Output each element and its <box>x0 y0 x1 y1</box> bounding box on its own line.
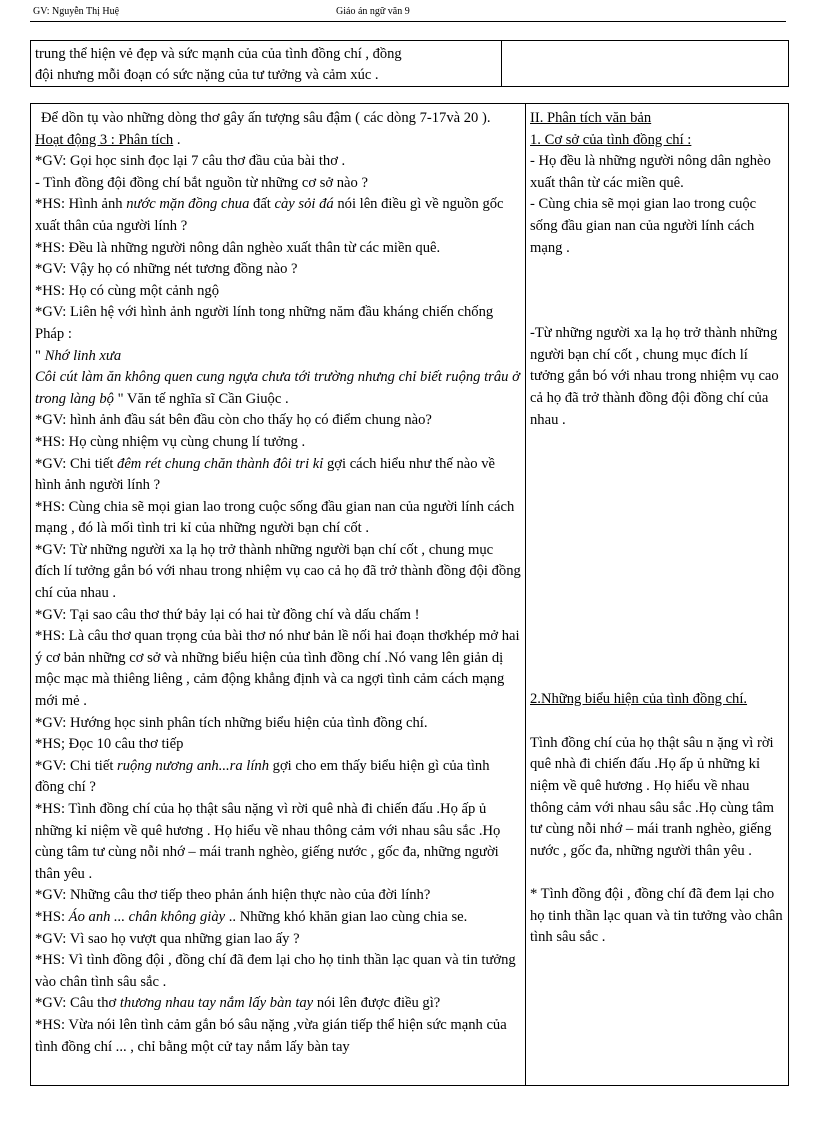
gv-question <box>35 454 521 497</box>
text-run: nói lên điều gì về nguồn gốc xuất thân của người lính ? <box>35 196 504 234</box>
quote-run: Áo anh ... chân không giày <box>68 908 226 925</box>
note-item: Tình đồng chí của họ thật sâu n ặng vì rời quê nhà đi chiến đấu .Họ ấp ủ những kỉ niệm về quê hương . Họ hiểu về nhau thông cảm với nhau sâu sắc .Họ cùng tâm tư cùng nỗi nhớ – mái tranh nghèo, giếng nước , gốc đa, những người thân yêu . <box>530 734 774 859</box>
text-run: nói lên được điều gì? <box>313 995 441 1012</box>
quote-run: Nhớ linh xưa <box>44 347 122 364</box>
continuation-table <box>30 40 789 87</box>
quote-run: nước mặn đồng chua <box>126 196 250 213</box>
gv-question: *GV: Từ những người xa lạ họ trở thành những người bạn chí cốt , chung mục đích lí tưởng gắn bó với nhau trong nhiệm vụ cao cả họ đã trở thành đồng đội đồng chí của nhau . <box>35 541 521 602</box>
text-run: đất <box>249 196 275 213</box>
gv-question: *GV: Liên hệ với hình ảnh người lính tong những năm đầu kháng chiến chống Pháp : <box>35 304 494 342</box>
subsection-heading: 2.Những biểu hiện của tình đồng chí. <box>530 691 748 708</box>
notes-column <box>526 104 789 1086</box>
text-run: " Văn tế nghĩa sĩ Cần Giuộc . <box>113 390 289 407</box>
text-run: *GV: Chi tiết <box>35 455 118 472</box>
text-run: *HS: <box>35 908 69 925</box>
activity-heading <box>35 130 521 152</box>
hs-answer: *HS: Họ cùng nhiệm vụ cùng chung lí tưởng . <box>35 433 306 450</box>
activity-heading-end: . <box>173 131 181 148</box>
spacer <box>530 431 784 689</box>
quote-run: thương nhau tay nắm lấy bàn tay <box>119 995 314 1012</box>
text-run: gợi cho em thấy biểu hiện gì của tình đồng chí ? <box>35 757 490 796</box>
note-item: * Tình đồng đội , đồng chí đã đem lại cho họ tinh thần lạc quan và tin tưởng vào chân tình sâu sắc . <box>530 886 783 946</box>
gv-question: *GV: Vì sao họ vượt qua những gian lao ấy ? <box>35 930 300 947</box>
hs-answer: *HS: Đều là những người nông dân nghèo xuất thân từ các miền quê. <box>35 239 441 256</box>
gv-question: *GV: hình ảnh đầu sát bên đầu còn cho thấy họ có điểm chung nào? <box>35 412 432 429</box>
text-run: .. Những khó khăn gian lao cùng chia se. <box>225 908 468 925</box>
hs-answer <box>35 907 521 929</box>
hs-answer: *HS: Vì tình đồng đội , đồng chí đã đem lại cho họ tinh thần lạc quan và tin tưởng vào chân tình sâu sắc . <box>35 952 516 990</box>
subsection-heading: 1. Cơ sở của tình đồng chí : <box>530 131 692 148</box>
spacer <box>530 862 784 884</box>
poem-quote <box>35 367 521 410</box>
continuation-left-cell <box>31 41 502 87</box>
gv-question: *GV: Tại sao câu thơ thứ bảy lại có hai từ đồng chí và dấu chấm ! <box>35 606 420 623</box>
note-item: -Từ những người xa lạ họ trở thành những người bạn chí cốt , chung mục đích lí tưởng gắn bó với nhau trong nhiệm vụ cao cả họ đã trở thành đồng đội đồng chí của nhau . <box>530 325 779 428</box>
activity-heading-text: Hoạt động 3 : Phân tích <box>35 131 174 148</box>
continuation-right-cell <box>502 41 789 87</box>
hs-answer: *HS; Đọc 10 câu thơ tiếp <box>35 736 184 753</box>
gv-question: - Tình đồng đội đồng chí bắt nguồn từ những cơ sở nào ? <box>35 174 368 191</box>
hs-answer: *HS: Tình đồng chí của họ thật sâu nặng vì rời quê nhà đi chiến đấu .Họ ấp ủ những kỉ niệm về quê hương . Họ hiểu về nhau thông cảm với nhau sâu sắc .Họ cùng tâm tư cùng nỗi nhớ – mái tranh nghèo, giếng nước , gốc đa, những người thân yêu . <box>35 801 501 882</box>
gv-question <box>35 756 521 799</box>
text-run: *HS: Hình ảnh <box>35 196 127 213</box>
hs-answer: *HS: Là câu thơ quan trọng của bài thơ nó như bản lề nối hai đoạn thơkhép mở hai ý cơ bản những cơ sở và những biểu hiện của tình đồng chí .Nó vang lên giản dị mộc mạc mà thiêng liêng , cảm động khẳng định và ca ngợi tình cảm cách mạng mới mẻ . <box>35 628 520 710</box>
continuation-line: đội nhưng mỗi đoạn có sức nặng của tư tưởng và cảm xúc . <box>35 67 379 83</box>
activities-column <box>31 104 526 1086</box>
section-heading: II. Phân tích văn bản <box>530 110 652 126</box>
note-item: - Họ đều là những người nông dân nghèo xuất thân từ các miền quê. <box>530 153 771 191</box>
hs-answer <box>35 194 521 237</box>
gv-question <box>35 993 521 1015</box>
text-run: *GV: Câu thơ <box>35 995 120 1012</box>
spacer <box>530 259 784 323</box>
header-teacher: GV: Nguyễn Thị Huệ <box>33 6 120 17</box>
quote-run: ruộng nương anh...ra lính <box>117 757 269 774</box>
spacer <box>530 711 784 733</box>
continuation-line: trung thể hiện vẻ đẹp và sức mạnh của của tình đồng chí , đồng <box>35 46 402 62</box>
gv-question: *GV: Những câu thơ tiếp theo phản ánh hiện thực nào của đời lính? <box>35 887 431 904</box>
quote-run: đêm rét chung chăn thành đôi tri kỉ <box>117 455 324 472</box>
gv-question: *GV: Hướng học sinh phân tích những biểu hiện của tình đồng chí. <box>35 714 428 731</box>
hs-answer: *HS: Vừa nói lên tình cảm gắn bó sâu nặng ,vừa gián tiếp thể hiện sức mạnh của tình đồng chí ... , chỉ bằng một cử tay nắm lấy bàn tay <box>35 1016 507 1055</box>
header-divider <box>30 21 786 22</box>
lesson-table <box>30 103 789 1086</box>
text-run: " <box>35 347 45 364</box>
gv-question: *GV: Vậy họ có những nét tương đồng nào ? <box>35 261 298 278</box>
header-subject: Giáo án ngữ văn 9 <box>336 6 410 17</box>
text-run: *GV: Chi tiết <box>35 757 118 774</box>
hs-answer: *HS: Họ có cùng một cảnh ngộ <box>35 282 220 299</box>
intro-paragraph: Để dồn tụ vào những dòng thơ gây ấn tượng sâu đậm ( các dòng 7-17và 20 ). <box>41 110 491 126</box>
gv-question: *GV: Gọi học sinh đọc lại 7 câu thơ đầu của bài thơ . <box>35 153 346 170</box>
hs-answer: *HS: Cùng chia sẽ mọi gian lao trong cuộc sống đầu gian nan của người lính cách mạng , đó là mối tình tri kỉ của những người bạn chí cốt . <box>35 498 515 537</box>
poem-quote <box>35 346 521 368</box>
quote-run: cày sỏi đá <box>274 196 334 213</box>
note-item: - Cùng chia sẽ mọi gian lao trong cuộc sống đầu gian nan của người lính cách mạng . <box>530 196 757 256</box>
quote-run: Côi cút làm ăn không quen cung ngựa chưa tới trường nhưng chỉ biết ruộng trâu ở trong làng bộ <box>35 369 520 407</box>
text-run: gợi cách hiểu như thế nào về hình ảnh người lính ? <box>35 455 495 494</box>
